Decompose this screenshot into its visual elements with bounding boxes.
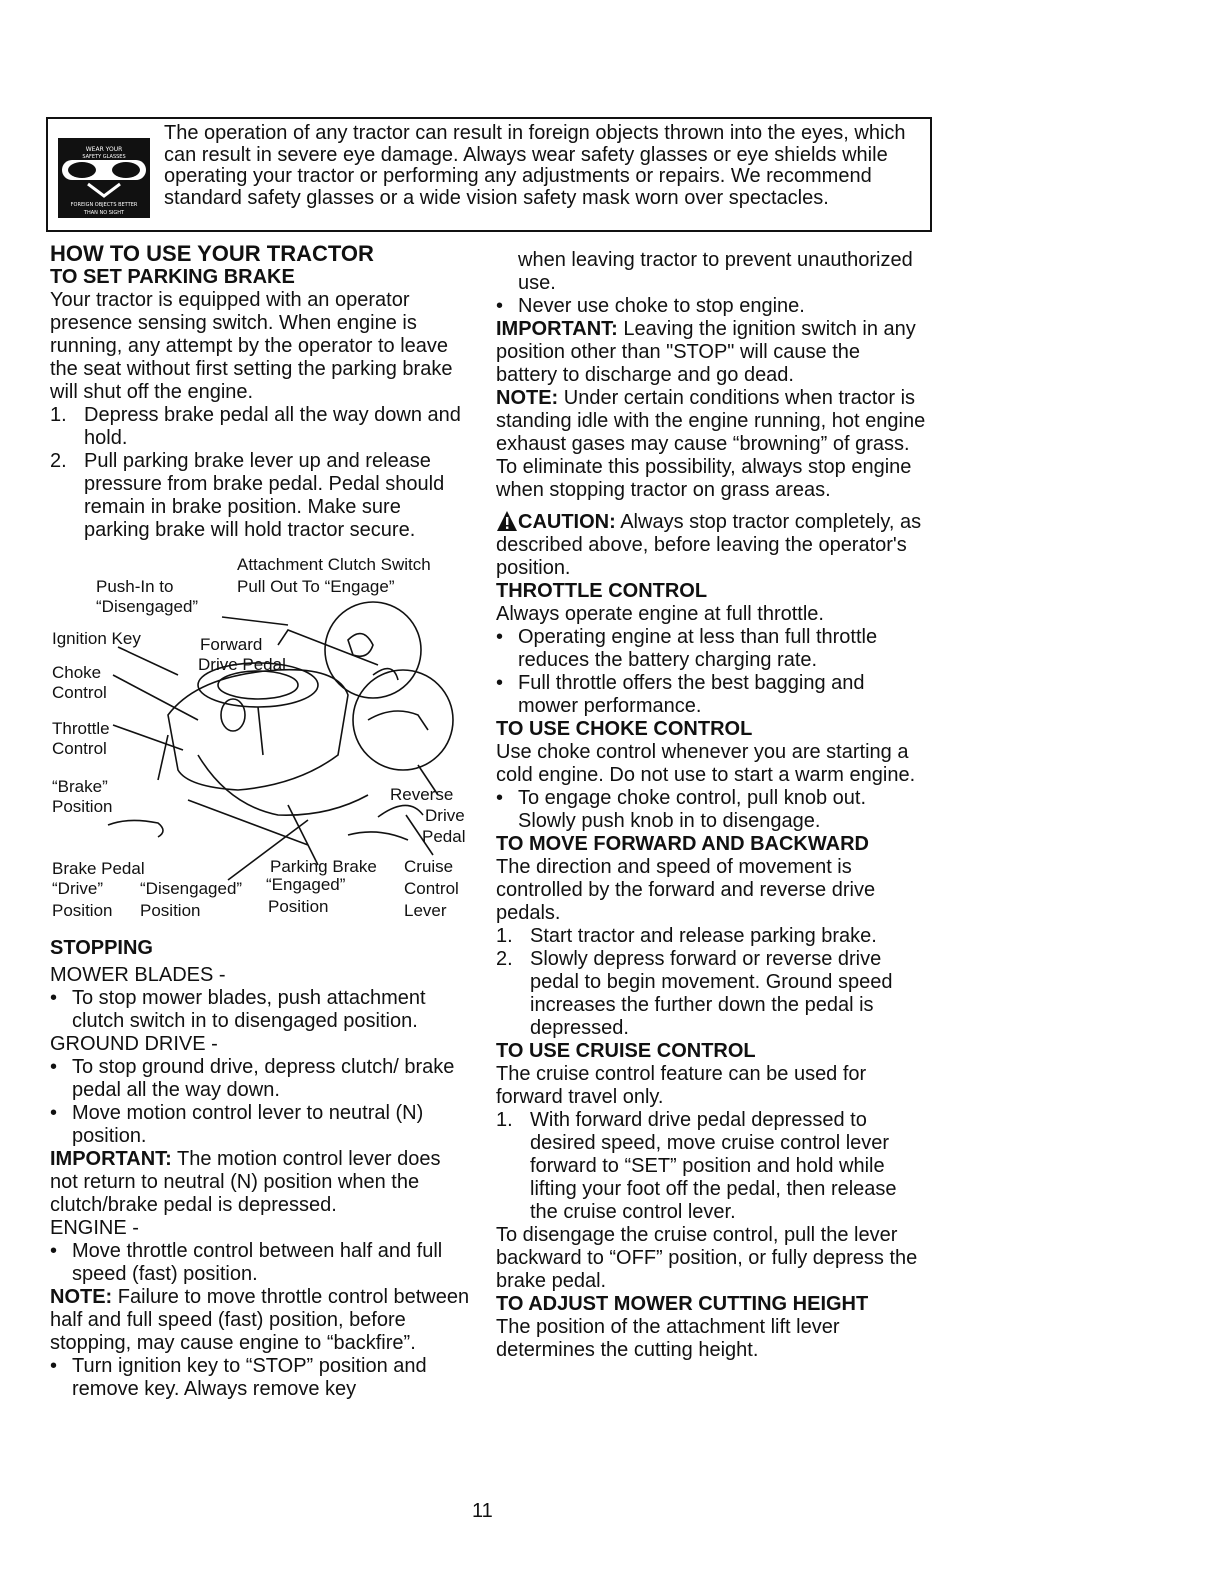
- choke-label: Choke: [52, 663, 102, 682]
- cruise-heading: TO USE CRUISE CONTROL: [496, 1040, 756, 1062]
- move-intro: The direction and speed of movement is controlled by the forward and reverse drive pedals.: [496, 856, 876, 924]
- left-column-top: [50, 242, 470, 542]
- parking-brake-heading: TO SET PARKING BRAKE: [50, 266, 295, 288]
- cutting-height-heading: TO ADJUST MOWER CUTTING HEIGHT: [496, 1293, 869, 1315]
- disengaged-position-word: Position: [140, 901, 201, 920]
- page-number: 11: [472, 1500, 493, 1522]
- list-item: • To stop mower blades, push attachment clutch switch in to disengaged position.: [50, 987, 426, 1032]
- cutting-height-text: The position of the attachment lift lever determines the cutting height.: [496, 1316, 840, 1361]
- list-item: • To stop ground drive, depress clutch/ brake pedal all the way down.: [50, 1056, 455, 1101]
- browning-note: NOTE: Under certain conditions when tractor is standing idle with the engine running, hot engine exhaust gases may cause “browning” of grass. To eliminate this possibility, always stop engine when stopping tractor on grass areas.: [496, 387, 926, 501]
- parking-brake-label: Parking Brake: [270, 857, 377, 876]
- ignition-key-label: Ignition Key: [52, 629, 141, 648]
- ground-drive-bullets: [50, 1056, 470, 1148]
- attachment-switch-label: Attachment Clutch Switch: [237, 555, 431, 574]
- continued-text: when leaving tractor to prevent unauthorized use.: [518, 249, 913, 294]
- brake-position-label: Position: [52, 797, 113, 816]
- stopping-note: NOTE: Failure to move throttle control between half and full speed (fast) position, before stopping, may cause engine to “backfire”.: [50, 1286, 470, 1354]
- engine-bullets: [50, 1240, 470, 1286]
- drive-label: “Drive”: [52, 879, 103, 898]
- list-item: • Full throttle offers the best bagging and mower performance.: [496, 672, 865, 717]
- list-item: 2. Pull parking brake lever up and release pressure from brake pedal. Pedal should remain in brake position. Make sure parking brake will hold tractor secure.: [50, 450, 445, 541]
- icon-caption-4: THAN NO SIGHT: [83, 210, 125, 216]
- list-item: • Move throttle control between half and full speed (fast) position.: [50, 1240, 443, 1285]
- reverse-label: Reverse: [390, 785, 454, 804]
- final-bullets: [50, 1355, 470, 1401]
- choke-intro: Use choke control whenever you are starting a cold engine. Do not use to start a warm engine.: [496, 741, 916, 786]
- drive-position-label: Position: [52, 901, 113, 920]
- disengaged-position-label: “Disengaged”: [140, 879, 243, 898]
- mower-blades-label: MOWER BLADES -: [50, 964, 226, 986]
- safety-glasses-warning-icon: [58, 138, 150, 218]
- icon-caption-1: WEAR YOUR: [85, 146, 123, 153]
- list-item: • Move motion control lever to neutral (N) position.: [50, 1102, 424, 1147]
- choke-control-label: Control: [52, 683, 107, 702]
- stopping-heading: STOPPING: [50, 937, 153, 959]
- pull-out-label: Pull Out To “Engage”: [237, 577, 395, 596]
- cruise-lever-label: Lever: [404, 901, 447, 920]
- parking-brake-intro: Your tractor is equipped with an operator presence sensing switch. When engine is running, any attempt by the operator to leave the seat without first setting the parking brake will shut off the engine.: [50, 289, 453, 403]
- list-item: • Turn ignition key to “STOP” position and remove key. Always remove key: [50, 1355, 427, 1400]
- cruise-intro: The cruise control feature can be used for forward travel only.: [496, 1063, 867, 1108]
- list-item: 1. Start tractor and release parking brake.: [496, 925, 877, 947]
- eye-safety-warning-box: [46, 117, 932, 232]
- engaged-label: “Engaged”: [266, 875, 346, 894]
- caution-paragraph: CAUTION: Always stop tractor completely, as described above, before leaving the operator's position.: [496, 511, 922, 579]
- reverse-drive-label: Drive: [425, 806, 465, 825]
- brake-label: “Brake”: [52, 777, 108, 796]
- disengaged-label: “Disengaged”: [96, 597, 199, 616]
- tractor-controls-diagram: [48, 555, 472, 927]
- drive-pedal-label: Drive Pedal: [198, 655, 286, 674]
- choke-warning-bullets: [496, 295, 926, 318]
- cruise-steps: [496, 1109, 926, 1224]
- cruise-control-label: Control: [404, 879, 459, 898]
- cruise-disengage: To disengage the cruise control, pull the lever backward to “OFF” position, or fully depress the brake pedal.: [496, 1224, 918, 1292]
- choke-heading: TO USE CHOKE CONTROL: [496, 718, 753, 740]
- list-item: 1. Depress brake pedal all the way down and hold.: [50, 404, 461, 449]
- icon-caption-3: FOREIGN OBJECTS BETTER: [70, 202, 138, 208]
- brake-pedal-label: Brake Pedal: [52, 859, 145, 878]
- ground-drive-label: GROUND DRIVE -: [50, 1033, 218, 1055]
- throttle-heading: THROTTLE CONTROL: [496, 580, 708, 602]
- parking-brake-steps: [50, 404, 470, 542]
- section-title: HOW TO USE YOUR TRACTOR: [50, 241, 374, 266]
- throttle-intro: Always operate engine at full throttle.: [496, 603, 824, 625]
- mower-blades-bullets: [50, 987, 470, 1033]
- choke-bullets: [496, 787, 926, 833]
- right-column: [496, 249, 926, 1362]
- push-in-label: Push-In to: [96, 577, 174, 596]
- list-item: • Operating engine at less than full throttle reduces the battery charging rate.: [496, 626, 878, 671]
- list-item: 2. Slowly depress forward or reverse drive pedal to begin movement. Ground speed increases the further down the pedal is depressed.: [496, 948, 893, 1039]
- list-item: 1. With forward drive pedal depressed to desired speed, move cruise control lever forward to “SET” position and hold while lifting your foot off the pedal, then release the cruise control lever.: [496, 1109, 897, 1223]
- caution-warning-icon: [496, 510, 518, 532]
- list-item: • To engage choke control, pull knob out. Slowly push knob in to disengage.: [496, 787, 867, 832]
- throttle-label: Throttle: [52, 719, 110, 738]
- cruise-label: Cruise: [404, 857, 454, 876]
- icon-caption-2: SAFETY GLASSES: [82, 154, 126, 160]
- throttle-control-label: Control: [52, 739, 107, 758]
- eye-safety-warning-text: The operation of any tractor can result in foreign objects thrown into the eyes, which can result in severe eye damage. Always wear safety glasses or eye shields while operating your tractor or performing any adjustments or repairs. We recommend standard safety glasses or a wide vision safety mask worn over spectacles.: [164, 122, 906, 209]
- move-heading: TO MOVE FORWARD AND BACKWARD: [496, 833, 869, 855]
- list-item: • Never use choke to stop engine.: [496, 295, 805, 317]
- throttle-bullets: [496, 626, 926, 718]
- forward-label: Forward: [200, 635, 263, 654]
- engaged-position-label: Position: [268, 897, 329, 916]
- left-column-bottom: [50, 937, 470, 1401]
- engine-label: ENGINE -: [50, 1217, 139, 1239]
- move-steps: [496, 925, 926, 1040]
- ignition-important: IMPORTANT: Leaving the ignition switch in any position other than "STOP" will cause the battery to discharge and go dead.: [496, 318, 916, 386]
- reverse-pedal-label: Pedal: [422, 827, 466, 846]
- stopping-important: IMPORTANT: The motion control lever does not return to neutral (N) position when the clutch/brake pedal is depressed.: [50, 1148, 441, 1216]
